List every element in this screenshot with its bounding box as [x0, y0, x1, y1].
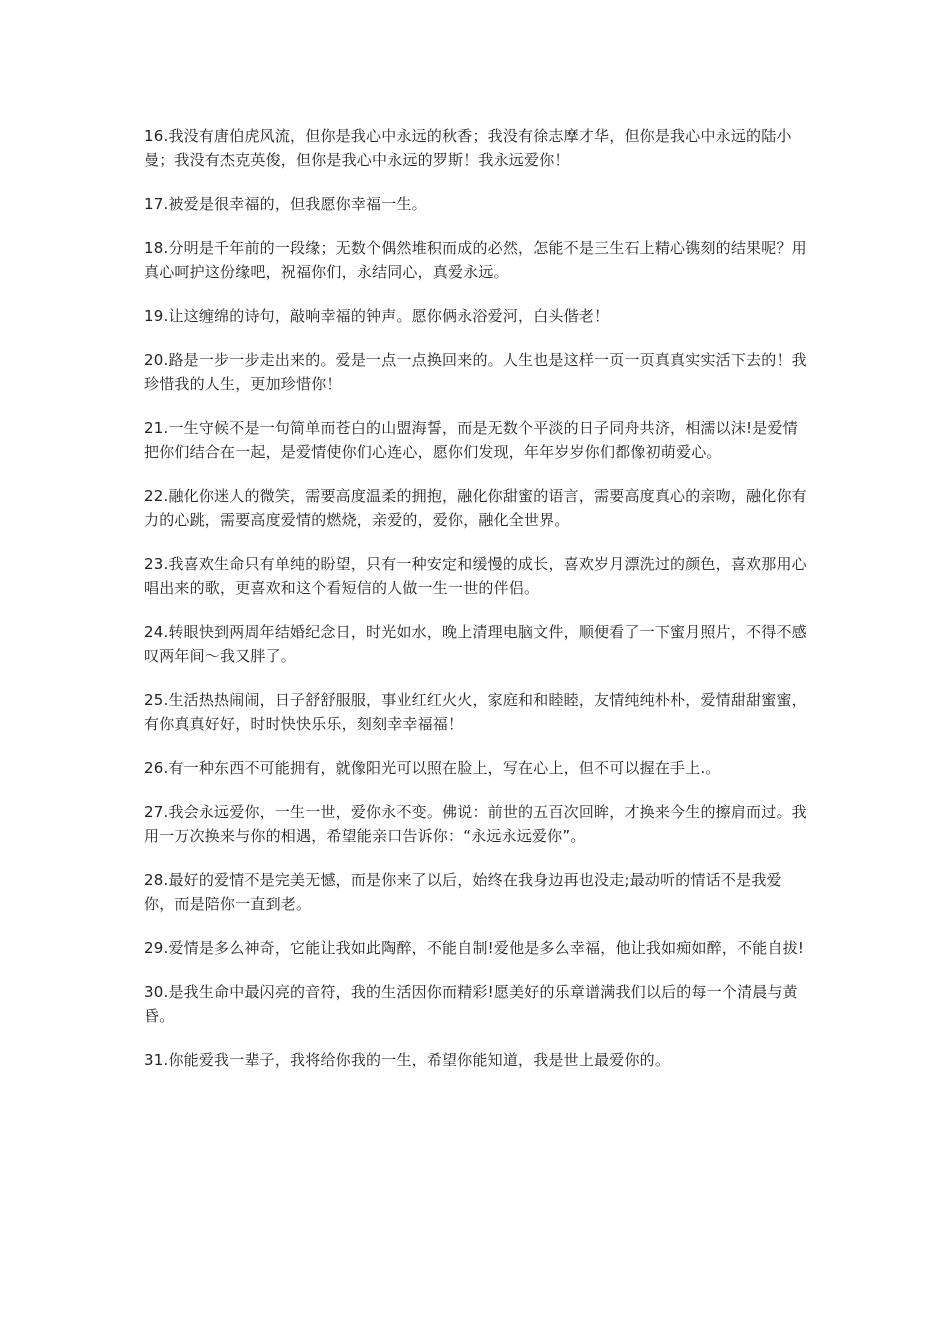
paragraph-31: 31.你能爱我一辈子，我将给你我的一生，希望你能知道，我是世上最爱你的。 [144, 1051, 671, 1069]
paragraph-30: 30.是我生命中最闪亮的音符，我的生活因你而精彩!愿美好的乐章谱满我们以后的每一个清晨与黄昏。 [144, 983, 798, 1025]
paragraph-26: 26.有一种东西不可能拥有，就像阳光可以照在脸上，写在心上，但不可以握在手上.。 [144, 759, 721, 777]
document-body [144, 124, 808, 1092]
paragraph-21: 21.一生守候不是一句简单而苍白的山盟海誓，而是无数个平淡的日子同舟共济，相濡以沫!是爱情把你们结合在一起，是爱情使你们心连心，愿你们发现，年年岁岁你们都像初萌爱心。 [144, 419, 798, 461]
paragraph-16: 16.我没有唐伯虎风流，但你是我心中永远的秋香；我没有徐志摩才华，但你是我心中永远的陆小曼；我没有杰克英俊，但你是我心中永远的罗斯！我永远爱你！ [144, 127, 792, 169]
paragraph-25: 25.生活热热闹闹，日子舒舒服服，事业红红火火，家庭和和睦睦，友情纯纯朴朴，爱情甜甜蜜蜜，有你真真好好，时时快快乐乐，刻刻幸幸福福！ [144, 691, 807, 733]
paragraph-17: 17.被爱是很幸福的，但我愿你幸福一生。 [144, 195, 427, 213]
paragraph-27: 27.我会永远爱你，一生一世，爱你永不变。佛说：前世的五百次回眸，才换来今生的擦肩而过。我用一万次换来与你的相遇，希望能亲口告诉你：“永远永远爱你”。 [144, 803, 807, 845]
paragraph-23: 23.我喜欢生命只有单纯的盼望，只有一种安定和缓慢的成长，喜欢岁月漂洗过的颜色，喜欢那用心唱出来的歌，更喜欢和这个看短信的人做一生一世的伴侣。 [144, 555, 807, 597]
paragraph-19: 19.让这缠绵的诗句，敲响幸福的钟声。愿你俩永浴爱河，白头偕老！ [144, 307, 610, 325]
paragraph-22: 22.融化你迷人的微笑，需要高度温柔的拥抱，融化你甜蜜的语言，需要高度真心的亲吻，融化你有力的心跳，需要高度爱情的燃烧，亲爱的，爱你，融化全世界。 [144, 487, 807, 529]
paragraph-29: 29.爱情是多么神奇，它能让我如此陶醉，不能自制!爱他是多么幸福，他让我如痴如醉，不能自拔! [144, 939, 805, 957]
paragraph-20: 20.路是一步一步走出来的。爱是一点一点换回来的。人生也是这样一页一页真真实实活下去的！我珍惜我的人生，更加珍惜你！ [144, 351, 807, 393]
paragraph-28: 28.最好的爱情不是完美无憾，而是你来了以后，始终在我身边再也没走;最动听的情话不是我爱你，而是陪你一直到老。 [144, 871, 782, 913]
paragraph-24: 24.转眼快到两周年结婚纪念日，时光如水，晚上清理电脑文件，顺便看了一下蜜月照片，不得不感叹两年间～我又胖了。 [144, 623, 807, 665]
paragraph-18: 18.分明是千年前的一段缘；无数个偶然堆积而成的必然，怎能不是三生石上精心镌刻的结果呢？用真心呵护这份缘吧，祝福你们，永结同心，真爱永远。 [144, 239, 807, 281]
